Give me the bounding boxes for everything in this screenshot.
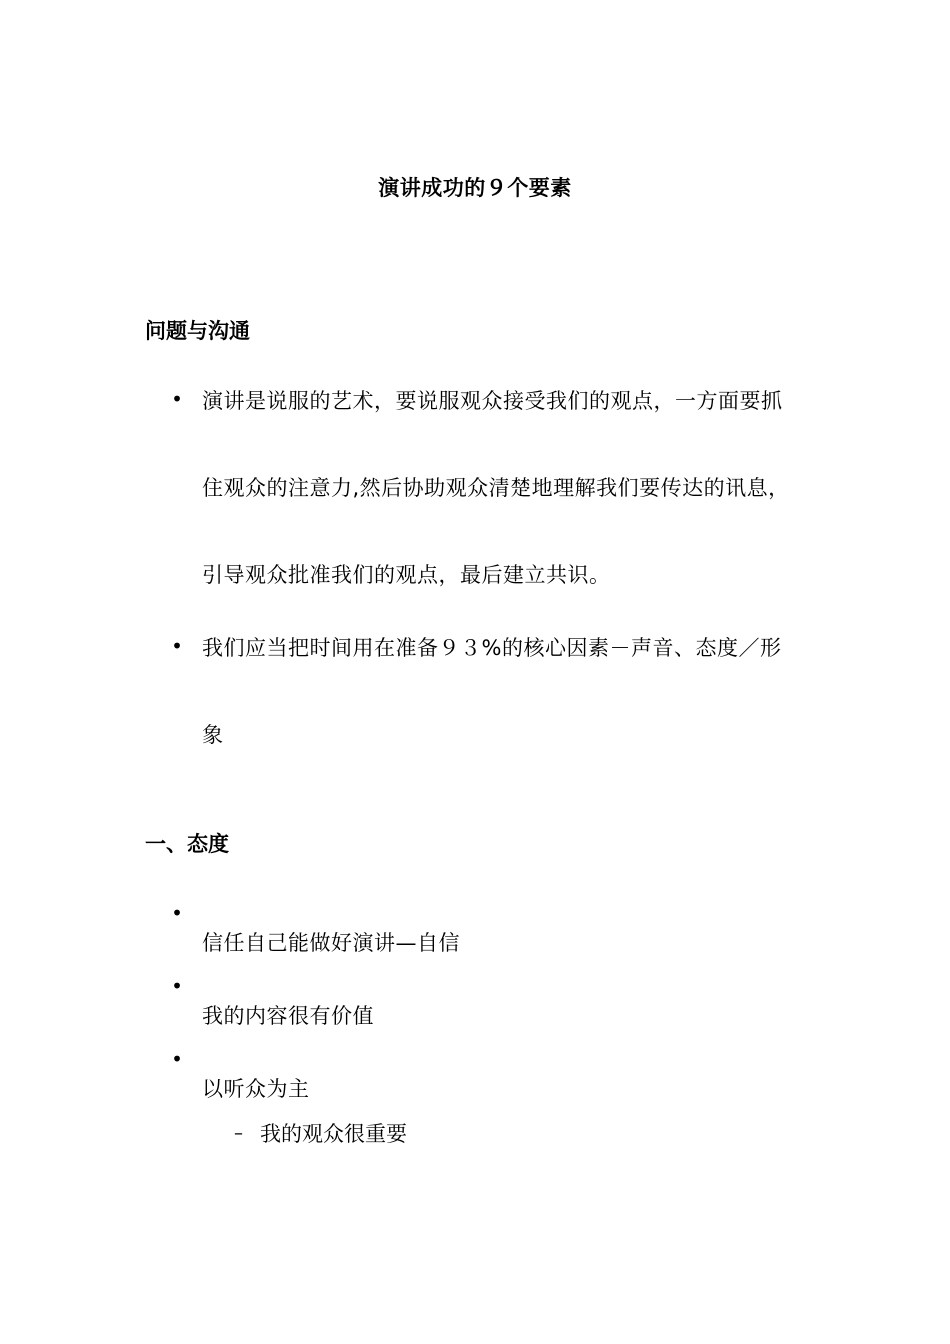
list-item-label: 信任自己能做好演讲—自信: [202, 931, 460, 955]
sub-list-item-label: 我的观众很重要: [260, 1122, 407, 1146]
list-item-label: 以听众为主: [202, 1077, 310, 1101]
bullet-icon: •: [171, 387, 183, 411]
bullet-icon: •: [171, 901, 183, 925]
paragraph-line: 演讲是说服的艺术，要说服观众接受我们的观点，一方面要抓: [202, 389, 783, 413]
bullet-icon: •: [171, 634, 183, 658]
list-item-text: [202, 633, 812, 807]
paragraph-line: 引导观众批准我们的观点，最后建立共识。: [202, 563, 611, 587]
section-heading-attitude: 一、态度: [145, 832, 229, 856]
list-item-text: [202, 386, 812, 647]
dash-icon: –: [234, 1123, 243, 1144]
paragraph-line: 象: [202, 723, 224, 747]
bullet-icon: •: [171, 974, 183, 998]
section-heading-communication: 问题与沟通: [145, 319, 250, 343]
bullet-icon: •: [171, 1047, 183, 1071]
document-title: 演讲成功的９个要素: [378, 176, 572, 200]
list-item-label: 我的内容很有价值: [202, 1004, 374, 1028]
paragraph-line: 住观众的注意力,然后协助观众清楚地理解我们要传达的讯息，: [202, 476, 790, 500]
paragraph-line: 我们应当把时间用在准备９３%的核心因素－声音、态度／形: [202, 636, 782, 660]
